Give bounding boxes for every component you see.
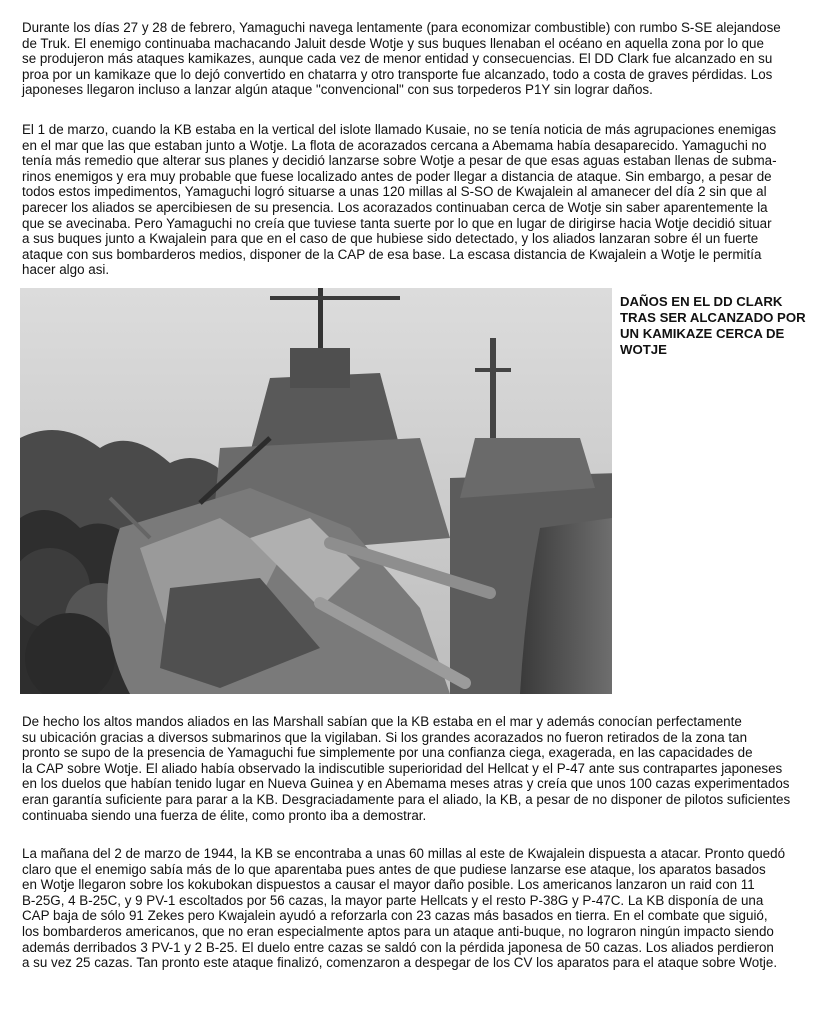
text-line: que se avecinaba. Pero Yamaguchi no creía que tuviese tanta suerte por lo que en lugar de dirigirse hacia Wotje decidió situar [22,215,772,231]
text-line: parecer los aliados se apercibiesen de su presencia. Los acorazados continuaban cerca de Wotje sin saber aparentemente la [22,199,768,215]
caption-line: UN KAMIKAZE CERCA DE [620,326,785,341]
text-line: De hecho los altos mandos aliados en las Marshall sabían que la KB estaba en el mar y además conocían perfectamente [22,714,742,729]
text-line: Durante los días 27 y 28 de febrero, Yamaguchi navega lentamente (para economizar combustible) con rumbo S-SE alejandose [22,20,781,35]
text-line: eran garantía suficiente para parar a la KB. Desgraciadamente para el aliado, la KB, a pesar de no disponer de pilotos suficientes [22,791,791,807]
text-line: pronto se supo de la presencia de Yamaguchi fue simplemente por una confianza ciega, exagerada, en las capacidades de [22,745,753,761]
text-line: a su vez 25 cazas. Tan pronto este ataque finalizó, comenzaron a despegar de los CV los aparatos para el ataque sobre Wotje. [22,955,778,971]
text-line: La mañana del 2 de marzo de 1944, la KB se encontraba a unas 60 millas al este de Kwajalein dispuesta a atacar. Pronto quedó [22,846,786,861]
text-line: tenía más remedio que alterar sus planes y decidió lanzarse sobre Wotje a pesar de que esas aguas estaban llenas de subma- [22,153,777,169]
text-line: en Wotje llegaron sobre los kokubokan dispuestos a causar el mayor daño posible. Los americanos lanzaron un raid con 11 [22,877,755,893]
text-line: los bombarderos americanos, que no eran especialmente aptos para un ataque anti-buque, no lograron ningún impacto siendo [22,923,774,939]
text-line: japoneses llegaron incluso a lanzar algún ataque "convencional" con sus torpederos P1Y sin lograr daños. [22,82,653,98]
text-line: proa por un kamikaze que lo dejó convertido en chatarra y otro transporte fue alcanzado, todo a costa de graves pérdidas. Los [22,66,773,82]
text-line: claro que el enemigo sabía más de lo que aparentaba pues antes de que pudiese lanzarse ese ataque, los aparatos basados [22,861,766,877]
caption-line: WOTJE [620,342,667,357]
text-line: la CAP sobre Wotje. El aliado había observado la indiscutible superioridad del Hellcat y el P-47 ante sus contrapartes japoneses [22,760,783,776]
text-line: B-25G, 4 B-25C, y 9 PV-1 escoltados por 56 cazas, la mayor parte Hellcats y el resto P-38G y P-47C. La KB disponía de una [22,892,764,908]
paragraph-2 [22,122,822,278]
text-line: se produjeron más ataques kamikazes, aunque cada vez de menor entidad y consecuencias. El DD Clark fue alcanzado en su [22,51,773,67]
caption-line: TRAS SER ALCANZADO POR [620,310,806,325]
ship-damage-photo [20,288,612,694]
text-line: en los duelos que habían tenido lugar en Nueva Guinea y en Abemama meses atras y creía que unos 100 cazas experimentados [22,776,790,792]
text-line: El 1 de marzo, cuando la KB estaba en la vertical del islote llamado Kusaie, no se tenía noticia de más agrupaciones enemigas [22,122,777,137]
text-line: de Truk. El enemigo continuaba machacando Jaluit desde Wotje y sus buques llenaban el océano en aquella zona por lo que [22,35,764,51]
paragraph-1 [22,20,822,98]
text-line: hacer algo asi. [22,262,110,278]
text-line: CAP baja de sólo 91 Zekes pero Kwajalein ayudó a reforzarla con 23 cazas más basados en tierra. En el combate que siguió, [22,908,768,924]
text-line: además derribados 3 PV-1 y 2 B-25. El duelo entre cazas se saldó con la pérdida japonesa de 50 cazas. Los aliados perdieron [22,939,774,955]
text-line: todos estos impedimentos, Yamaguchi logró situarse a unas 120 millas al S-SO de Kwajalein al amanecer del día 2 sin que al [22,184,767,200]
text-line: en el mar que las que estaban junto a Wotje. La flota de acorazados cercana a Abemama había desaparecido. Yamaguchi no [22,137,767,153]
paragraph-4 [22,846,822,971]
text-line: rinos enemigos y era muy probable que fuese localizado antes de poder llegar a distancia de ataque. Sin embargo, a pesar de [22,168,772,184]
text-line: a sus buques junto a Kwajalein para que en el caso de que hubiese sido detectado, y los aliados lanzaran sobre él un fuerte [22,231,759,247]
text-line: su ubicación gracias a diversos submarinos que la vigilaban. Si los grandes acorazados no fueron retirados de la zona tan [22,729,748,745]
photo-caption [620,294,825,358]
paragraph-3 [22,714,822,823]
caption-line: DAÑOS EN EL DD CLARK [620,294,783,309]
text-line: ataque con sus bombarderos medios, disponer de la CAP de esa base. La escasa distancia de Kwajalein a Wotje le permitía [22,246,762,262]
text-line: continuaba siendo una fuerza de élite, como pronto iba a demostrar. [22,807,427,823]
